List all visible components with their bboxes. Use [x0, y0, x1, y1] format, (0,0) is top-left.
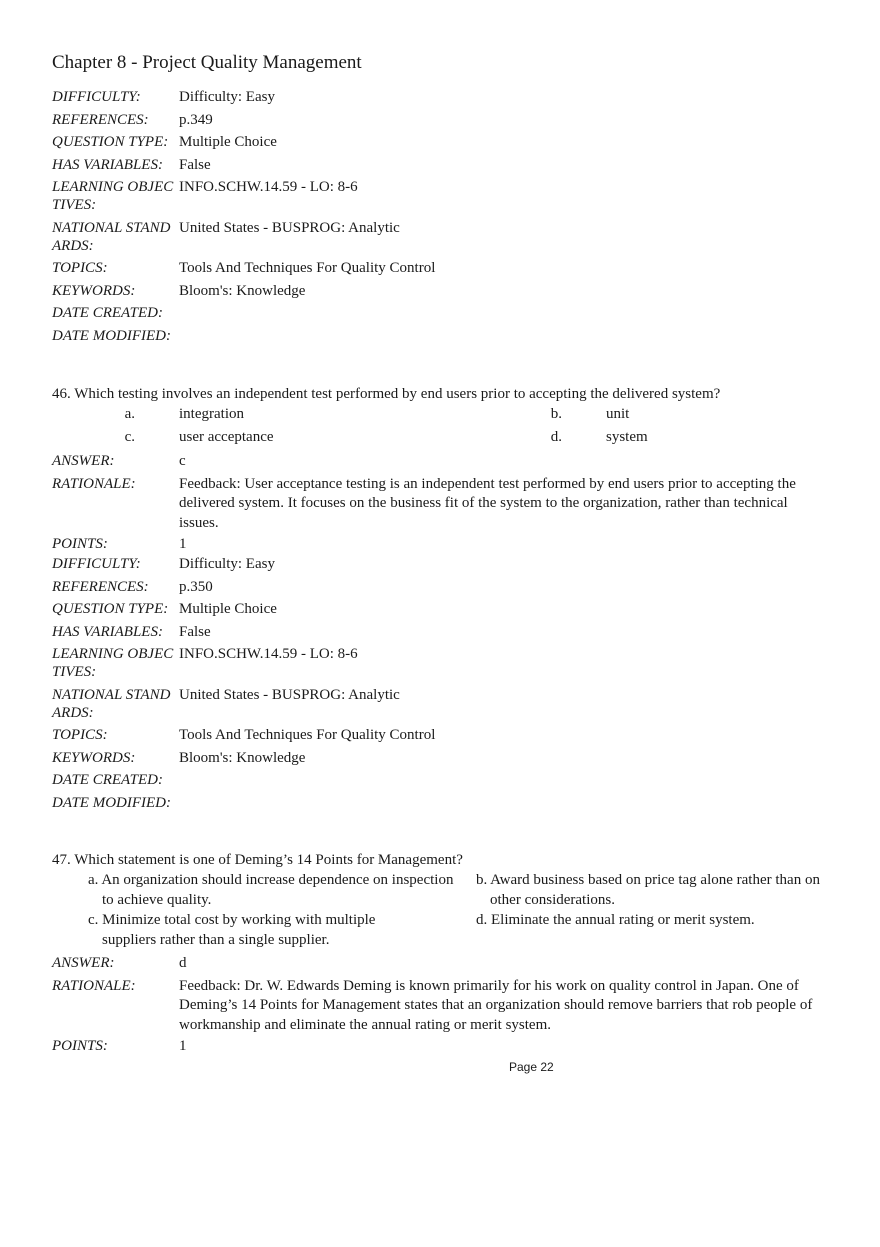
option-letter: c. — [124, 429, 135, 445]
option-text: unit — [606, 406, 630, 422]
meta-label: DATE CREATED: — [52, 772, 163, 788]
meta-value — [179, 304, 832, 327]
meta-row-question-type — [52, 133, 832, 156]
meta-row-question-type — [52, 600, 832, 623]
option-b — [476, 871, 826, 910]
meta-label: DATE CREATED: — [52, 305, 163, 321]
meta-label: DIFFICULTY: — [52, 556, 141, 572]
rationale-label: RATIONALE: — [52, 475, 136, 492]
option-text: a. An organization should increase dependence on inspection to achieve quality. — [88, 872, 454, 908]
question-46-answer-block — [52, 452, 832, 557]
points-label: POINTS: — [52, 1037, 108, 1054]
meta-label: HAS VARIABLES: — [52, 623, 163, 640]
meta-row-references — [52, 578, 832, 601]
meta-label: HAS VARIABLES: — [52, 156, 163, 173]
option-d — [476, 911, 826, 931]
points-row — [52, 535, 832, 558]
meta-row-learning-objectives — [52, 645, 832, 686]
meta-value — [179, 327, 832, 350]
rationale-row — [52, 475, 832, 535]
option-text: c. Minimize total cost by working with multiple suppliers rather than a single supplier. — [88, 912, 376, 948]
metadata-block-q46 — [52, 555, 832, 816]
meta-value: Multiple Choice — [179, 134, 277, 150]
meta-row-keywords — [52, 749, 832, 772]
meta-label: KEYWORDS: — [52, 749, 136, 766]
meta-row-has-variables — [52, 156, 832, 179]
meta-row-national-standards — [52, 219, 832, 260]
points-value: 1 — [179, 1037, 187, 1054]
meta-value: Bloom's: Knowledge — [179, 282, 306, 299]
answer-label: ANSWER: — [52, 955, 115, 971]
answer-value: c — [179, 453, 186, 469]
meta-label: TOPICS: — [52, 260, 108, 276]
meta-value: p.349 — [179, 111, 213, 128]
answer-row — [52, 954, 832, 977]
question-46-text: 46. Which testing involves an independent test performed by end users prior to accepting the delivered system? — [52, 386, 721, 402]
rationale-value: Feedback: User acceptance testing is an independent test performed by end users prior to accepting the delivered system. It focuses on the business fit of the system to the organization, rather than technical issues. — [179, 475, 796, 531]
option-letter: b. — [550, 406, 562, 422]
option-text: b. Award business based on price tag alone rather than on other considerations. — [476, 872, 820, 908]
meta-row-has-variables — [52, 623, 832, 646]
meta-label: TOPICS: — [52, 727, 108, 743]
meta-label: QUESTION TYPE: — [52, 601, 169, 617]
meta-label: REFERENCES: — [52, 111, 149, 128]
meta-row-topics — [52, 726, 832, 749]
meta-value: United States - BUSPROG: Analytic — [179, 219, 400, 236]
rationale-label: RATIONALE: — [52, 977, 136, 994]
meta-label: DIFFICULTY: — [52, 89, 141, 105]
question-47-text: 47. Which statement is one of Deming’s 14 Points for Management? — [52, 852, 463, 868]
option-letter: a. — [124, 406, 135, 422]
meta-row-date-created — [52, 304, 832, 327]
option-text: system — [606, 429, 648, 445]
meta-value — [179, 794, 832, 817]
meta-label: LEARNING OBJECTIVES: — [52, 646, 174, 680]
option-letter: d. — [550, 429, 562, 445]
meta-value: Difficulty: Easy — [179, 556, 275, 572]
meta-label: LEARNING OBJECTIVES: — [52, 179, 174, 213]
meta-label: DATE MODIFIED: — [52, 327, 171, 344]
answer-value: d — [179, 955, 187, 971]
points-value: 1 — [179, 535, 187, 552]
question-47-answer-block — [52, 954, 832, 1059]
meta-row-topics — [52, 259, 832, 282]
meta-value: Tools And Techniques For Quality Control — [179, 727, 436, 743]
option-text: user acceptance — [179, 429, 274, 445]
rationale-row — [52, 977, 832, 1037]
meta-label: QUESTION TYPE: — [52, 134, 169, 150]
meta-value: Multiple Choice — [179, 601, 277, 617]
meta-row-keywords — [52, 282, 832, 305]
meta-row-learning-objectives — [52, 178, 832, 219]
option-text: integration — [179, 406, 244, 422]
answer-label: ANSWER: — [52, 453, 115, 469]
meta-value: Bloom's: Knowledge — [179, 749, 306, 766]
meta-label: DATE MODIFIED: — [52, 794, 171, 811]
meta-row-date-modified — [52, 794, 832, 817]
meta-label: NATIONAL STANDARDS: — [52, 686, 171, 721]
chapter-title: Chapter 8 - Project Quality Management — [52, 52, 362, 73]
answer-row — [52, 452, 832, 475]
option-c — [88, 911, 428, 950]
meta-label: REFERENCES: — [52, 578, 149, 595]
meta-value: INFO.SCHW.14.59 - LO: 8-6 — [179, 179, 358, 195]
meta-value: United States - BUSPROG: Analytic — [179, 686, 400, 703]
meta-value: INFO.SCHW.14.59 - LO: 8-6 — [179, 646, 358, 662]
page-number: Page 22 — [509, 1060, 554, 1074]
option-text: d. Eliminate the annual rating or merit system. — [476, 912, 755, 928]
meta-row-references — [52, 111, 832, 134]
meta-row-national-standards — [52, 686, 832, 727]
meta-value: False — [179, 623, 211, 640]
meta-row-date-modified — [52, 327, 832, 350]
meta-value: Difficulty: Easy — [179, 89, 275, 105]
meta-value: Tools And Techniques For Quality Control — [179, 260, 436, 276]
meta-row-difficulty — [52, 555, 832, 578]
meta-label: KEYWORDS: — [52, 282, 136, 299]
option-a — [88, 871, 458, 910]
rationale-value: Feedback: Dr. W. Edwards Deming is known primarily for his work on quality control in Japan. One of Deming’s 14 Points for Management states that an organization should remove barriers that rob people of workmanship and eliminate the annual rating or merit system. — [179, 977, 813, 1033]
points-label: POINTS: — [52, 535, 108, 552]
meta-value: False — [179, 156, 211, 173]
points-row — [52, 1037, 832, 1060]
meta-label: NATIONAL STANDARDS: — [52, 219, 171, 254]
meta-value: p.350 — [179, 578, 213, 595]
meta-row-date-created — [52, 771, 832, 794]
meta-row-difficulty — [52, 88, 832, 111]
meta-value — [179, 771, 832, 794]
metadata-block-q45 — [52, 88, 832, 349]
